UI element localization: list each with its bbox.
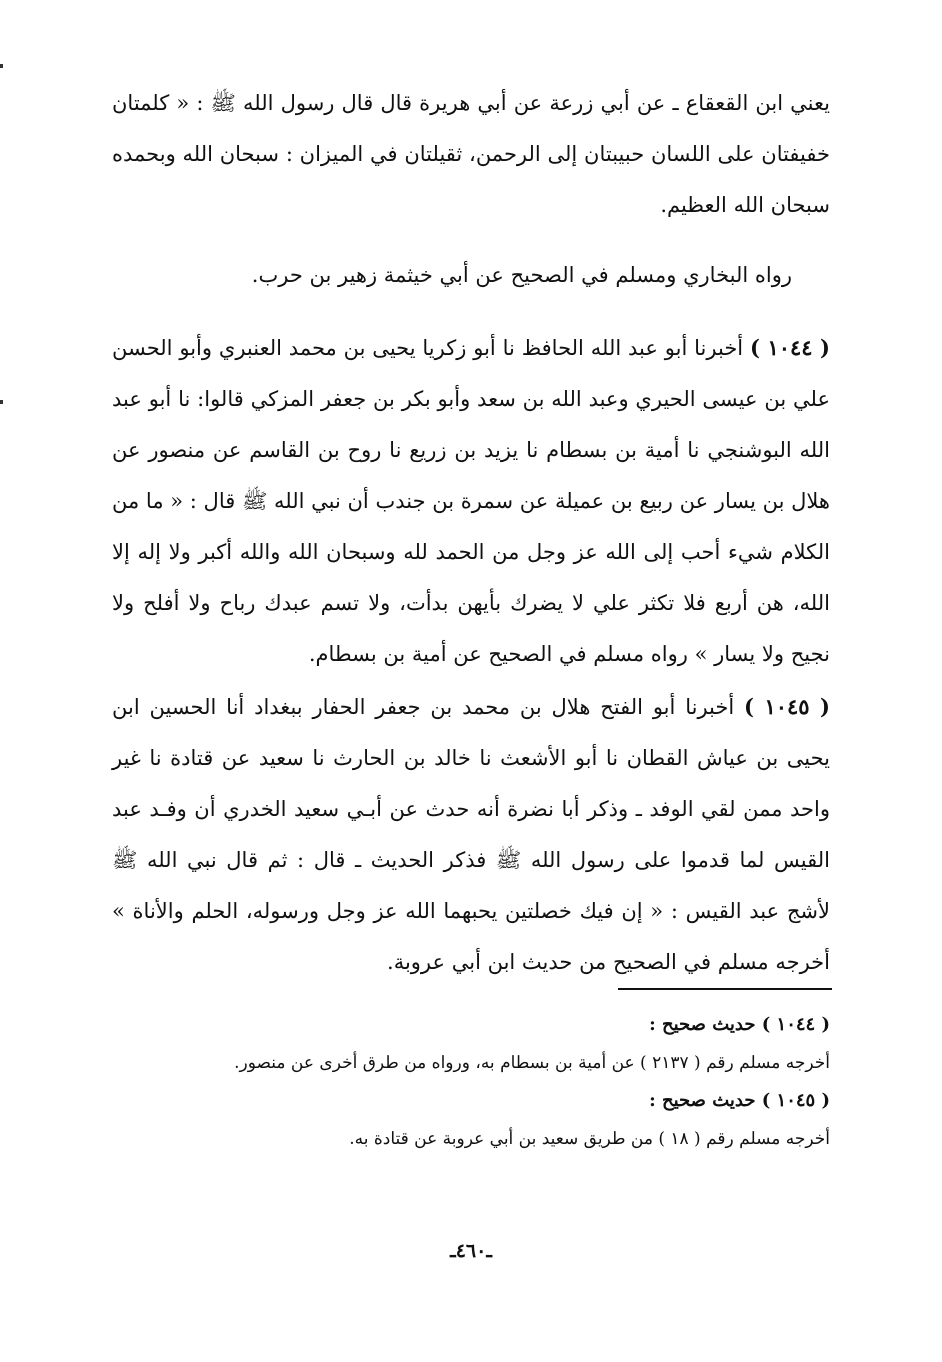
paragraph-hadith-continuation [112,78,830,231]
paragraph-text: يعني ابن القعقاع ـ عن أبي زرعة عن أبي هريرة قال قال رسول الله ﷺ : « كلمتان خفيفتان على اللسان حبيبتان إلى الرحمن، ثقيلتان في الميزان : سبحان الله وبحمده سبحان الله العظيم. [112,91,830,217]
footnotes-section [112,1006,830,1158]
hadith-number: ( ١٠٤٤ ) [750,335,830,360]
page-number: ـ٤٦٠ـ [450,1240,492,1262]
footnote-heading: ( ١٠٤٥ ) حديث صحيح : [649,1090,830,1111]
footnote-text: أخرجه مسلم رقم ( ٢١٣٧ ) عن أمية بن بسطام به، ورواه من طرق أخرى عن منصور. [234,1053,830,1073]
footnote-heading: ( ١٠٤٤ ) حديث صحيح : [649,1014,830,1035]
footnote-divider [618,988,832,990]
paragraph-text: أخبرنا أبو عبد الله الحافظ نا أبو زكريا يحيى بن محمد العنبري وأبو الحسن علي بن عيسى الحيري وعبد الله بن سعد وأبو بكر بن جعفر المزكي قالوا: نا أبو عبد الله البوشنجي نا أمية بن بسطام نا يزيد بن زريع نا روح بن القاسم عن منصور عن هلال بن يسار عن ربيع بن عميلة عن سمرة بن جندب أن نبي الله ﷺ قال : « ما من الكلام شيء أحب إلى الله عز وجل من الحمد لله وسبحان الله والله أكبر ولا إله إلا الله، هن أربع فلا تكثر علي لا يضرك بأيهن بدأت، ولا تسم عبدك رباح ولا أفلح ولا نجيح ولا يسار » رواه مسلم في الصحيح عن أمية بن بسطام. [112,336,830,666]
paragraph-text: أخبرنا أبو الفتح هلال بن محمد بن جعفر الحفار ببغداد أنا الحسين ابن يحيى بن عياش القطان نا أبو الأشعث نا خالد بن الحارث نا سعيد عن قتادة نا غير واحد ممن لقي الوفد ـ وذكر أبا نضرة أنه حدث عن أبـي سعيد الخدري أن وفـد عبد القيس لما قدموا على رسول الله ﷺ فذكر الحديث ـ قال : ثم قال نبي الله ﷺ لأشج عبد القيس : « إن فيك خصلتين يحبهما الله عز وجل ورسوله، الحلم والأناة » أخرجه مسلم في الصحيح من حديث ابن أبي عروبة. [112,695,830,974]
paragraph-hadith-1045 [112,681,830,988]
hadith-number: ( ١٠٤٥ ) [744,694,830,719]
paragraph-hadith-1044 [112,322,830,680]
paragraph-narration-source [112,250,830,301]
paragraph-text: رواه البخاري ومسلم في الصحيح عن أبي خيثمة زهير بن حرب. [251,263,792,287]
footnote-text: أخرجه مسلم رقم ( ١٨ ) من طريق سعيد بن أبي عروبة عن قتادة به. [349,1129,830,1149]
scan-edge-mark [0,64,3,68]
scan-edge-mark [0,400,3,404]
